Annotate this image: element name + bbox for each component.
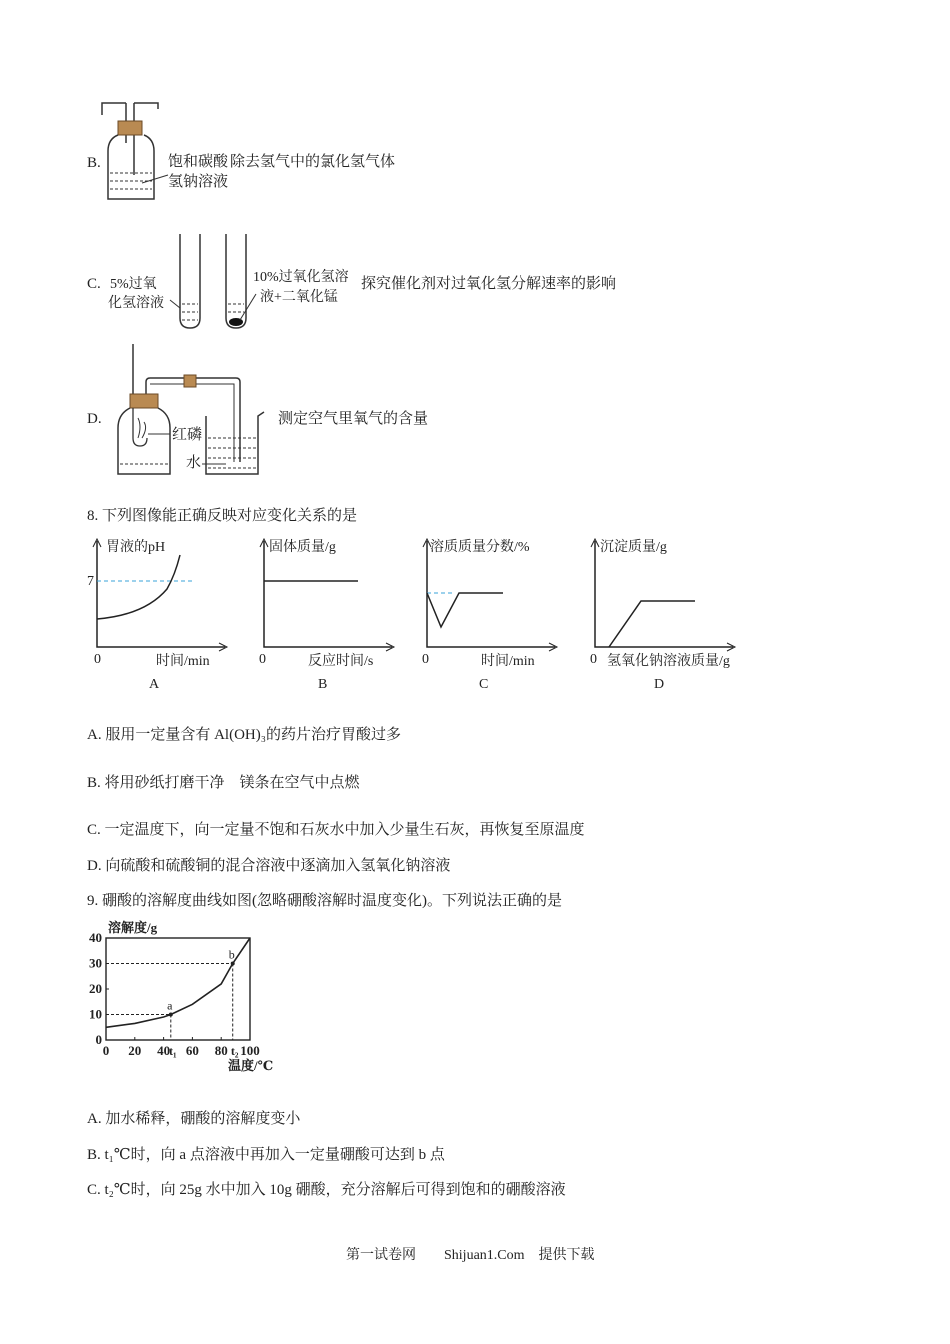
chart-c-xlabel: 时间/min [481, 654, 535, 669]
q9-option-c: C. t₂℃时，向 25g 水中加入 10g 硼酸，充分溶解后可得到饱和的硼酸溶液 [87, 1182, 566, 1198]
chart-d-xlabel: 氢氧化钠溶液质量/g [607, 654, 730, 669]
y-tick-label: 20 [89, 981, 102, 996]
q8-option-c: C. 一定温度下，向一定量不饱和石灰水中加入少量生石灰，再恢复至原温度 [87, 822, 585, 838]
x-extra-label: t₂ [230, 1044, 239, 1058]
q8-option-d: D. 向硫酸和硫酸铜的混合溶液中逐滴加入氢氧化钠溶液 [87, 858, 451, 874]
q8-option-b: B. 将用砂纸打磨干净 镁条在空气中点燃 [87, 775, 360, 791]
label-10pct-h2o2-2: 液+二氧化锰 [260, 290, 338, 305]
option-d-purpose: 测定空气里氧气的含量 [278, 411, 429, 427]
point-label-b: b [228, 947, 235, 962]
x-tick-label: 80 [214, 1043, 228, 1058]
label-5pct-h2o2-2: 化氢溶液 [108, 296, 164, 311]
label-water: 水 [186, 455, 202, 471]
y-tick-label: 40 [89, 930, 102, 945]
x-tick-label: 60 [185, 1043, 199, 1058]
chart-a-ylabel: 胃液的pH [106, 540, 166, 555]
q7-option-d-letter: D. [87, 411, 102, 427]
x-extra-label: t₁ [169, 1044, 177, 1058]
label-10pct-h2o2: 10%过氧化氢溶 [253, 270, 349, 285]
q7-option-c-letter: C. [87, 276, 101, 292]
q8-option-a: A. 服用一定量含有 Al(OH)₃的药片治疗胃酸过多 [87, 727, 401, 743]
x-tick-label: 0 [102, 1043, 110, 1058]
chart-a-tick-7: 7 [87, 574, 94, 589]
chart-c-caption: C [479, 677, 489, 692]
x-axis-label: 温度/℃ [228, 1058, 274, 1073]
chart-b-caption: B [318, 677, 328, 692]
q7-option-b-letter: B. [87, 155, 101, 171]
option-c-purpose: 探究催化剂对过氧化氢分解速率的影响 [361, 276, 617, 292]
point-label-a: a [167, 998, 173, 1013]
chart-a-xlabel: 时间/min [156, 654, 210, 669]
q9-option-b: B. t₁℃时，向 a 点溶液中再加入一定量硼酸可达到 b 点 [87, 1147, 445, 1163]
y-tick-label: 10 [89, 1006, 102, 1022]
y-tick-label: 0 [95, 1032, 102, 1047]
chart-a-caption: A [149, 677, 160, 692]
point-b [231, 962, 235, 966]
chart-b-ylabel: 固体质量/g [269, 540, 336, 555]
footer-text: 第一试卷网 Shijuan1.Com 提供下载 [346, 1248, 595, 1263]
chart-d-ylabel: 沉淀质量/g [600, 540, 667, 555]
label-saturated-solution: 饱和碳酸 [168, 154, 229, 170]
label-saturated-solution-2: 氢钠溶液 [168, 174, 229, 190]
label-5pct-h2o2: 5%过氧 [110, 277, 157, 292]
label-red-phosphorus: 红磷 [172, 427, 203, 443]
x-tick-label: 100 [240, 1043, 260, 1058]
x-tick-label: 20 [128, 1043, 142, 1058]
option-b-purpose: 除去氢气中的氯化氢气体 [230, 154, 396, 170]
chart-c-origin: 0 [422, 652, 429, 667]
y-axis-label: 溶解度/g [108, 920, 158, 935]
chart-c-ylabel: 溶质质量分数/% [430, 540, 530, 555]
chart-a-origin: 0 [94, 652, 101, 667]
point-a [169, 1013, 173, 1017]
chart-b-xlabel: 反应时间/s [308, 654, 374, 669]
y-tick-label: 30 [89, 955, 102, 971]
chart-d-caption: D [654, 677, 665, 692]
chart-d-origin: 0 [590, 652, 597, 667]
chart-b-origin: 0 [259, 652, 266, 667]
q9-option-a: A. 加水稀释，硼酸的溶解度变小 [87, 1111, 301, 1127]
q8-stem: 8. 下列图像能正确反映对应变化关系的是 [87, 508, 358, 524]
q9-stem: 9. 硼酸的溶解度曲线如图(忽略硼酸溶解时温度变化)。下列说法正确的是 [87, 893, 562, 909]
x-tick-label: 40 [157, 1043, 171, 1058]
